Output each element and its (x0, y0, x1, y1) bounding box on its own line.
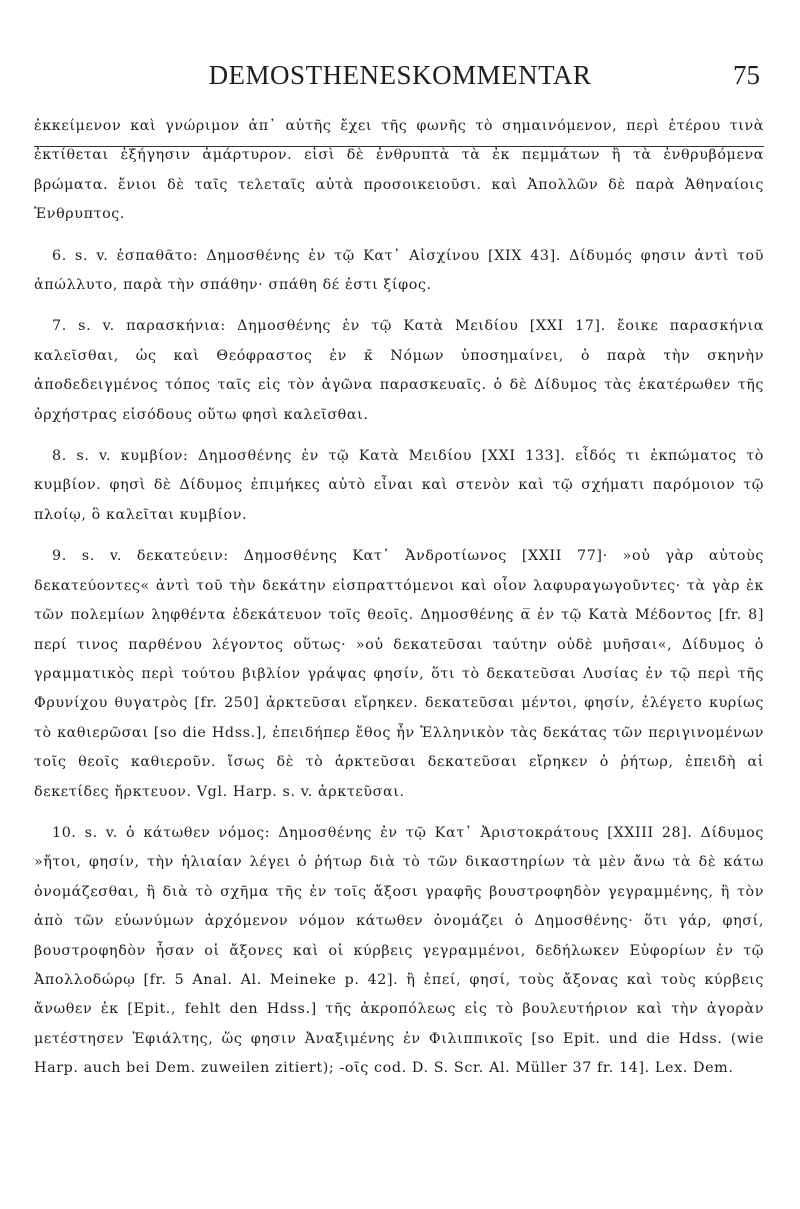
entry-text: 9. s. v. δεκατεύειν: Δημοσθένης Κατ᾿ Ἀνδροτίωνος [XXII 77]· »οὐ γὰρ αὐτοὺς δεκατεύοντες« ἀντὶ τοῦ τὴν δεκάτην εἰσπραττόμενοι καὶ οἷον λαφυραγωγοῦντες· τὰ γὰρ ἐκ τῶν πολεμίων ληφθέντα ἐδεκάτευον τοῖς θεοῖς. Δημοσθένης α̅ ἐν τῷ Κατὰ Μέδοντος [fr. 8] περί τινος παρθένου λέγοντος οὕτως· »οὐ δεκατεῦσαι ταύτην οὐδὲ μυῆσαι«, Δίδυμος ὁ γραμματικὸς περὶ τούτου βιβλίον γράψας φησίν, ὅτι τὸ δεκατεῦσαι Λυσίας ἐν τῷ περὶ τῆς Φρυνίχου θυγατρὸς [fr. 250] ἀρκτεῦσαι εἴρηκεν. δεκατεῦσαι μέντοι, φησίν, ἐλέγετο κυρίως τὸ καθιερῶσαι [so die Hdss.], ἐπειδήπερ ἔθος ἦν Ἑλληνικὸν τὰς δεκάτας τῶν περιγινομένων τοῖς θεοῖς καθιεροῦν. ἴσως δὲ τὸ ἀρκτεῦσαι δεκατεῦσαι εἴρηκεν ὁ ῥήτωρ, ἐπειδὴ αἱ δεκετίδες ἤρκτευον. Vgl. Harp. s. v. ἀρκτεῦσαι. (34, 548, 764, 800)
entry-text: 10. s. v. ὁ κάτωθεν νόμος: Δημοσθένης ἐν τῷ Κατ᾿ Ἀριστοκράτους [XXIII 28]. Δίδυμος »ἤτοι, φησίν, τὴν ἡλιαίαν λέγει ὁ ῥήτωρ διὰ τὸ τῶν δικαστηρίων τὰ μὲν ἄνω τὰ δὲ κάτω ὀνομάζεσθαι, ἢ διὰ τὸ σχῆμα τῆς ἐν τοῖς ἄξοσι γραφῆς βουστροφηδὸν γεγραμμένης, ἢ τὸν ἀπὸ τῶν εὐωνύμων ἀρχόμενον νόμον κάτωθεν ὀνομάζει ὁ Δημοσθένης· ὅτι γάρ, φησί, βουστροφηδὸν ἦσαν οἱ ἄξονες καὶ οἱ κύρβεις γεγραμμένοι, δεδήλωκεν Εὐφορίων ἐν τῷ Ἀπολλοδώρῳ [fr. 5 Anal. Al. Meineke p. 42]. ἢ ἐπεί, φησί, τοὺς ἄξονας καὶ τοὺς κύρβεις ἄνωθεν ἐκ [Epit., fehlt den Hdss.] τῆς ἀκροπόλεως εἰς τὸ βουλευτήριον καὶ τὴν ἀγορὰν μετέστησεν Ἐφιάλτης, ὥς φησιν Ἀναξιμένης ἐν Φιλιππικοῖς [so Epit. und die Hdss. (wie Harp. auch bei Dem. zuweilen zitiert); -οῖς cod. D. S. Scr. Al. Müller 37 fr. 14]. Lex. Dem. (34, 824, 764, 1077)
entry-text: 7. s. v. παρασκήνια: Δημοσθένης ἐν τῷ Κατὰ Μειδίου [XXI 17]. ἔοικε παρασκήνια καλεῖσθαι, ὡς καὶ Θεόφραστος ἐν κ̄ Νόμων ὑποσημαίνει, ὁ παρὰ τὴν σκηνὴν ἀποδεδειγμένος τόπος ταῖς εἰς τὸν ἀγῶνα παρασκευαῖς. ὁ δὲ Δίδυμος τὰς ἑκατέρωθεν τῆς ὀρχήστρας εἰσόδους οὕτω φησὶ καλεῖσθαι. (34, 318, 764, 423)
entry-text: 8. s. v. κυμβίον: Δημοσθένης ἐν τῷ Κατὰ Μειδίου [XXI 133]. εἶδός τι ἐκπώματος τὸ κυμβίον. φησὶ δὲ Δίδυμος ἐπιμήκες αὐτὸ εἶναι καὶ στενὸν καὶ τῷ σχήματι παρόμοιον τῷ πλοίῳ, ὃ καλεῖται κυμβίον. (34, 448, 764, 523)
page-number: 75 (733, 60, 760, 90)
entry-continuation (34, 112, 764, 230)
entry-9 (34, 542, 764, 807)
running-title: DEMOSTHENESKOMMENTAR (208, 60, 592, 90)
entry-6 (34, 242, 764, 301)
page-header (0, 52, 800, 100)
entry-10 (34, 819, 764, 1084)
entry-text: 6. s. v. ἐσπαθᾶτο: Δημοσθένης ἐν τῷ Κατ᾿ Αἰσχίνου [XIX 43]. Δίδυμός φησιν ἀντὶ τοῦ ἀπώλλυτο, παρὰ τὴν σπάθην· σπάθη δέ ἐστι ξίφος. (34, 247, 764, 294)
commentary-body (34, 112, 764, 1096)
entry-text: ἐκκείμενον καὶ γνώριμον ἀπ᾿ αὐτῆς ἔχει τῆς φωνῆς τὸ σημαινόμενον, περὶ ἑτέρου τινὰ ἐκτίθεται ἐξήγησιν ἁμάρτυρον. εἰσὶ δὲ ἐνθρυπτὰ τὰ ἐκ πεμμάτων ἢ τὰ ἐνθρυβόμενα βρώματα. ἔνιοι δὲ ταῖς τελεταῖς αὐτὰ προσοικειοῦσι. καὶ Ἀπολλῶν δὲ παρὰ Ἀθηναίοις Ἐνθρυπτος. (34, 118, 764, 223)
entry-8 (34, 442, 764, 530)
entry-7 (34, 312, 764, 430)
